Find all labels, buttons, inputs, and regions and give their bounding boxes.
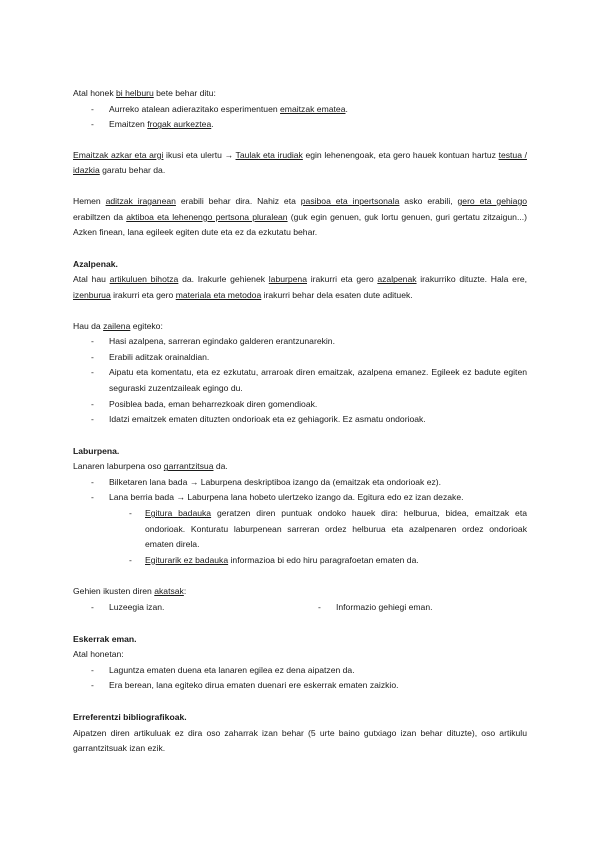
list-item: - Egiturarik ez badauka informazioa bi edo hiru paragrafoetan ematen da. [73,553,527,569]
list-item: - Laguntza ematen duena eta lanaren egilea ez dena aipatzen da. [73,663,527,679]
eskerrak-list [73,663,527,694]
paragraph-erreferentzi: Aipatzen diren artikuluak ez dira oso zaharrak izan behar (5 urte baino gutxiago izan behar dituzte), oso artikulu garrantzitsuak izan ezik. [73,727,527,754]
heading-eskerrak: Eskerrak eman. [73,633,137,644]
heading-azalpenak: Azalpenak. [73,258,118,269]
zailena-line: Hau da zailena egiteko: [73,320,163,331]
laburpena-list [73,475,527,506]
list-item: - Posiblea bada, eman beharrezkoak diren gomendioak. [73,397,527,413]
akatsak-list-right [300,600,527,616]
underlined-term: bi helburu [116,88,154,98]
list-item: - Aipatu eta komentatu, eta ez ezkutatu, arraroak diren emaitzak, azalpena emanez. Egileek ez badute egiten seguraski zuzentzaileak egingo du. [73,365,527,396]
list-item: - Erabili aditzak orainaldian. [73,350,527,366]
list-item: - Informazio gehiegi eman. [300,600,527,616]
list-item: - Hasi azalpena, sarreran egindako galderen erantzunarekin. [73,334,527,350]
intro-list [73,102,527,133]
list-item: - Egitura badauka geratzen diren puntuak ondoko hauek dira: helburua, bidea, emaitzak eta ondorioak. Konturatu laburpenean sarreran ordez helburua eta azalpenaren ordez ondorioak ematen direla. [73,506,527,553]
intro-line: Atal honek bi helburu bete behar ditu: [73,88,216,98]
heading-erreferentzi: Erreferentzi bibliografikoak. [73,712,187,722]
document-body [73,86,527,757]
laburpena-line: Lanaren laburpena oso garrantzitsua da. [73,461,228,472]
list-item: - Luzeegia izan. [73,600,300,616]
list-item: - Lana berria bada → Laburpena lana hobeto ulertzeko izango da. Egitura edo ez izan dezake. [73,490,527,506]
eskerrak-line: Atal honetan: [73,649,124,660]
akatsak-line: Gehien ikusten diren akatsak: [73,586,187,597]
paragraph-azalpenak: Atal hau artikuluen bihotza da. Irakurle gehienek laburpena irakurri eta gero azalpenak irakurriko dituzte. Hala ere, izenburua irakurri eta gero materiala eta metodoa irakurri behar dela esaten dute adituek. [73,274,527,300]
list-item: - Bilketaren lana bada → Laburpena deskriptiboa izango da (emaitzak eta ondorioak ez). [73,475,527,491]
paragraph-aditzak: Hemen aditzak iraganean erabili behar dira. Nahiz eta pasiboa eta inpertsonala asko erabili, gero eta gehiago erabiltzen da aktiboa eta lehenengo pertsona pluralean (guk egin genuen, guk lortu genuen, guri gertatu zitzaigun...) Azken finean, lana egileek egiten dute eta ez da ezkutatu behar. [73,195,528,238]
zailena-list [73,334,527,428]
laburpena-sublist [73,506,527,568]
heading-laburpena: Laburpena. [73,445,120,456]
akatsak-list-left [73,600,300,616]
list-item: - Aurreko atalean adierazitako esperimentuen emaitzak ematea. [73,102,527,118]
list-item: - Idatzi emaitzek ematen dituzten ondorioak eta ez gehiagorik. Ez asmatu ondorioak. [73,412,527,428]
paragraph-emaitzak: Emaitzak azkar eta argi ikusi eta ulertu → Taulak eta irudiak egin lehenengoak, eta gero hauek kontuan hartuz testua / idazkia garatu behar da. [73,149,527,176]
akatsak-columns [73,600,527,616]
list-item: - Era berean, lana egiteko dirua ematen duenari ere eskerrak ematen zaizkio. [73,678,527,694]
list-item: - Emaitzen frogak aurkeztea. [73,117,527,133]
